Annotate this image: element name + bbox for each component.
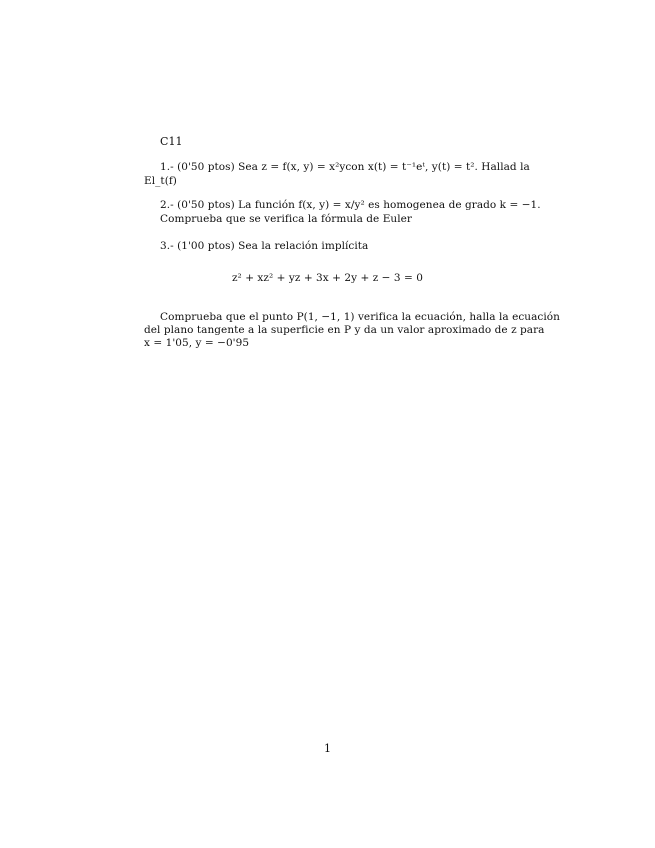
question-3-line-1: 3.- (1'00 ptos) Sea la relación implícita: [160, 240, 369, 252]
question-3-paragraph-line-2: del plano tangente a la superficie en P y da un valor aproximado de z para: [144, 324, 545, 336]
question-2-line-1: 2.- (0'50 ptos) La función f(x, y) = x/y² es homogenea de grado k = −1.: [160, 199, 541, 211]
page-number: 1: [324, 742, 331, 755]
implicit-equation: z² + xz² + yz + 3x + 2y + z − 3 = 0: [231, 272, 424, 284]
question-3-paragraph-line-1: Comprueba que el punto P(1, −1, 1) verifica la ecuación, halla la ecuación: [160, 311, 560, 323]
question-1-line-2: El_t(f): [144, 175, 177, 187]
question-3-paragraph-line-3: x = 1'05, y = −0'95: [144, 337, 250, 349]
question-2-line-2: Comprueba que se verifica la fórmula de Euler: [160, 213, 412, 225]
question-1-line-1: 1.- (0'50 ptos) Sea z = f(x, y) = x²ycon x(t) = t⁻¹eᵗ, y(t) = t². Hallad la: [160, 161, 530, 173]
document-title: C11: [160, 135, 183, 148]
